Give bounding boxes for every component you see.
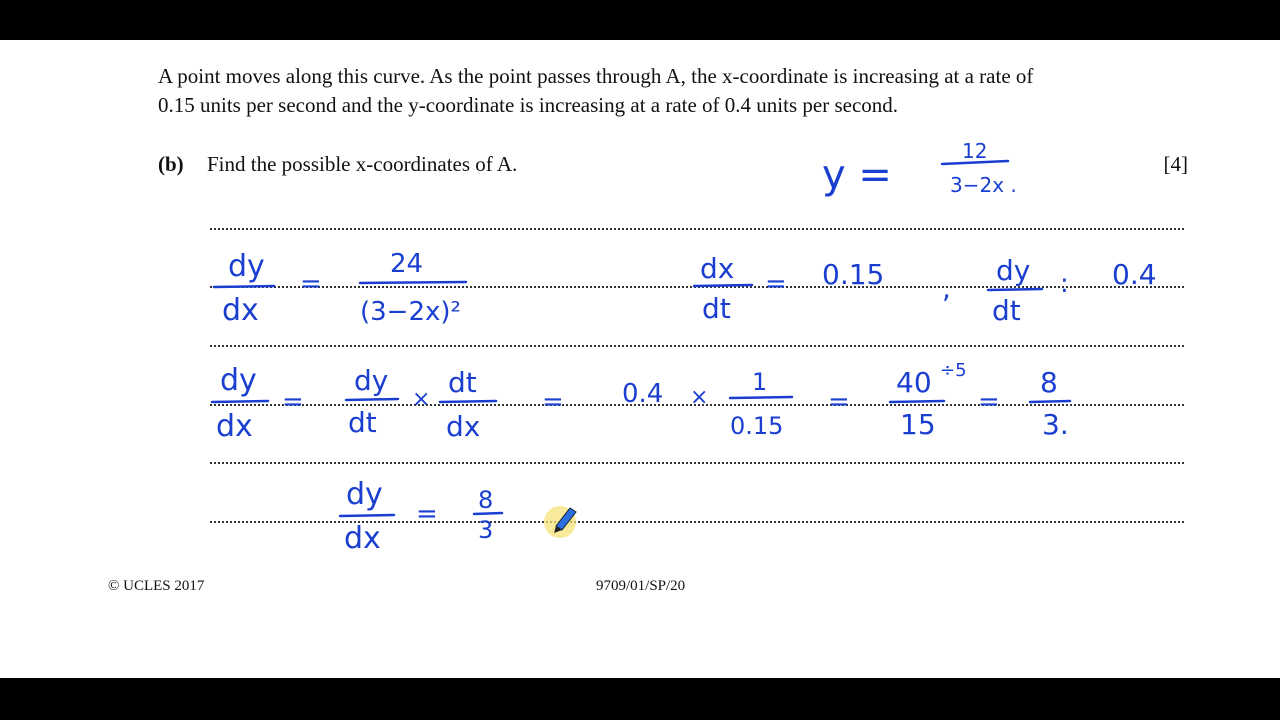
hw-l2-dy: dy <box>220 363 257 398</box>
hw-l1-eq2: = <box>765 269 787 299</box>
hw-l3-8: 8 <box>478 486 494 514</box>
hw-l2-eq2: = <box>542 387 564 417</box>
hw-l1-val2: 0.4 <box>1112 258 1157 291</box>
hw-l2-04: 0.4 <box>622 379 664 409</box>
hw-l2-a-bot: dt <box>348 406 377 439</box>
hw-l2-one: 1 <box>752 368 768 396</box>
hw-l2-015: 0.15 <box>730 412 784 440</box>
handwritten-working <box>0 40 1280 678</box>
hw-l1-dxdt-top: dx <box>700 252 735 285</box>
hw-l1-bar <box>214 286 274 287</box>
hw-l2-div5: ÷5 <box>940 360 967 381</box>
hw-l3-eq: = <box>416 499 438 529</box>
hw-l2-a-bar <box>346 399 398 400</box>
hw-l2-3: 3. <box>1042 408 1069 441</box>
hw-l2-eq: = <box>282 387 304 417</box>
hw-given-y: y = <box>822 152 892 198</box>
hw-l1-dy: dy <box>228 249 265 284</box>
hw-l1-val1: 0.15 <box>822 258 885 291</box>
hw-l2-40-bar <box>890 401 944 402</box>
hw-l1-bar2 <box>360 282 466 283</box>
hw-l3-3: 3 <box>478 516 494 544</box>
hw-l1-dydt-top: dy <box>996 254 1031 287</box>
hw-l2-b-top: dt <box>448 366 477 399</box>
hw-l3-dx: dx <box>344 521 381 556</box>
hw-l1-dx: dx <box>222 293 259 328</box>
question-line-1: A point moves along this curve. As the point passes through A, the x-coordinate is increasing at a rate of <box>158 64 1034 88</box>
hw-l2-b-bar <box>440 401 496 402</box>
hw-l2-8-bar <box>1030 401 1070 402</box>
hw-l1-dydt-bar <box>988 289 1042 290</box>
hw-given-num: 12 <box>962 139 988 163</box>
paper-code: 9709/01/SP/20 <box>596 578 686 594</box>
hw-l2-times: × <box>412 387 431 412</box>
hw-l2-8: 8 <box>1040 366 1058 399</box>
hw-l3-8-bar <box>474 513 502 514</box>
hw-l2-b-bot: dx <box>446 410 481 443</box>
hw-l1-den: (3−2x)² <box>360 297 461 327</box>
hw-given-den: 3−2x . <box>950 173 1017 197</box>
hw-l2-eq4: = <box>978 387 1000 417</box>
hw-l2-times2: × <box>690 385 709 410</box>
hw-l1-eq: = <box>300 269 322 299</box>
hw-l3-bar <box>340 515 394 516</box>
hw-l2-bar <box>212 401 268 402</box>
part-label: (b) <box>158 152 184 176</box>
exam-page <box>0 40 1280 678</box>
hw-l1-dydt-bot: dt <box>992 294 1021 327</box>
marks-label: [4] <box>1163 152 1188 176</box>
hw-l2-dx: dx <box>216 409 253 444</box>
hw-l1-eq3: : <box>1060 269 1069 299</box>
hw-l1-dxdt-bot: dt <box>702 292 731 325</box>
hw-l3-dy: dy <box>346 477 383 512</box>
hw-l2-one-bar <box>730 397 792 398</box>
hw-l2-a-top: dy <box>354 364 389 397</box>
hw-l2-eq3: = <box>828 387 850 417</box>
hw-l2-40: 40 <box>896 366 932 399</box>
copyright-text: © UCLES 2017 <box>108 578 205 594</box>
hw-l1-comma: , <box>942 272 951 305</box>
hw-l2-15: 15 <box>900 408 936 441</box>
part-text: Find the possible x-coordinates of A. <box>207 152 518 176</box>
hw-l1-dxdt-bar <box>694 285 752 286</box>
question-line-2: 0.15 units per second and the y-coordinate is increasing at a rate of 0.4 units per second. <box>158 93 899 117</box>
hw-l1-num: 24 <box>390 249 424 279</box>
hw-given-fraction-bar <box>942 161 1008 164</box>
